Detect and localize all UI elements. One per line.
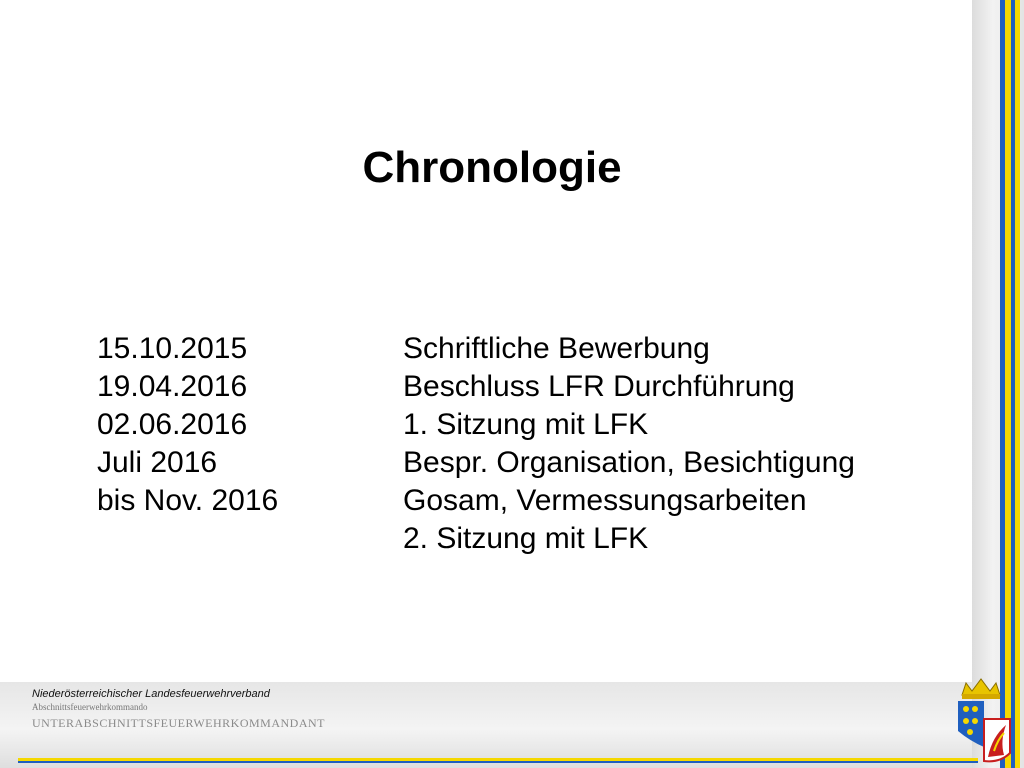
- slide-title: Chronologie: [362, 143, 622, 192]
- chronology-row: [97, 406, 855, 444]
- chronology-row: [97, 482, 855, 520]
- chronology-date: 19.04.2016: [97, 370, 248, 403]
- chronology-date: Juli 2016: [97, 446, 218, 479]
- chronology-date: bis Nov. 2016: [97, 484, 279, 517]
- chronology-list: [97, 330, 855, 558]
- chronology-row: [97, 444, 855, 482]
- chronology-row: [97, 520, 855, 558]
- right-yellow-stripe-2: [1015, 0, 1020, 768]
- footer-organization-name: Niederösterreichischer Landesfeuerwehrverband: [32, 688, 270, 700]
- fire-brigade-coat-of-arms-icon: [948, 677, 1014, 765]
- chronology-event: Bespr. Organisation, Besichtigung: [403, 446, 855, 479]
- footer-organization-sub: Abschnittsfeuerwehrkommando: [32, 702, 148, 712]
- chronology-row: [97, 330, 855, 368]
- chronology-event: Schriftliche Bewerbung: [403, 332, 710, 365]
- chronology-row: [97, 368, 855, 406]
- chronology-event: Beschluss LFR Durchführung: [403, 370, 795, 403]
- chronology-date: 15.10.2015: [97, 332, 248, 365]
- chronology-event: 2. Sitzung mit LFK: [403, 522, 649, 555]
- chronology-event: 1. Sitzung mit LFK: [403, 408, 649, 441]
- footer-organization-unit: UNTERABSCHNITTSFEUERWEHRKOMMANDANT: [32, 716, 326, 730]
- chronology-date: 02.06.2016: [97, 408, 248, 441]
- footer-blue-stripe: [18, 761, 978, 763]
- chronology-event: Gosam, Vermessungsarbeiten: [403, 484, 807, 517]
